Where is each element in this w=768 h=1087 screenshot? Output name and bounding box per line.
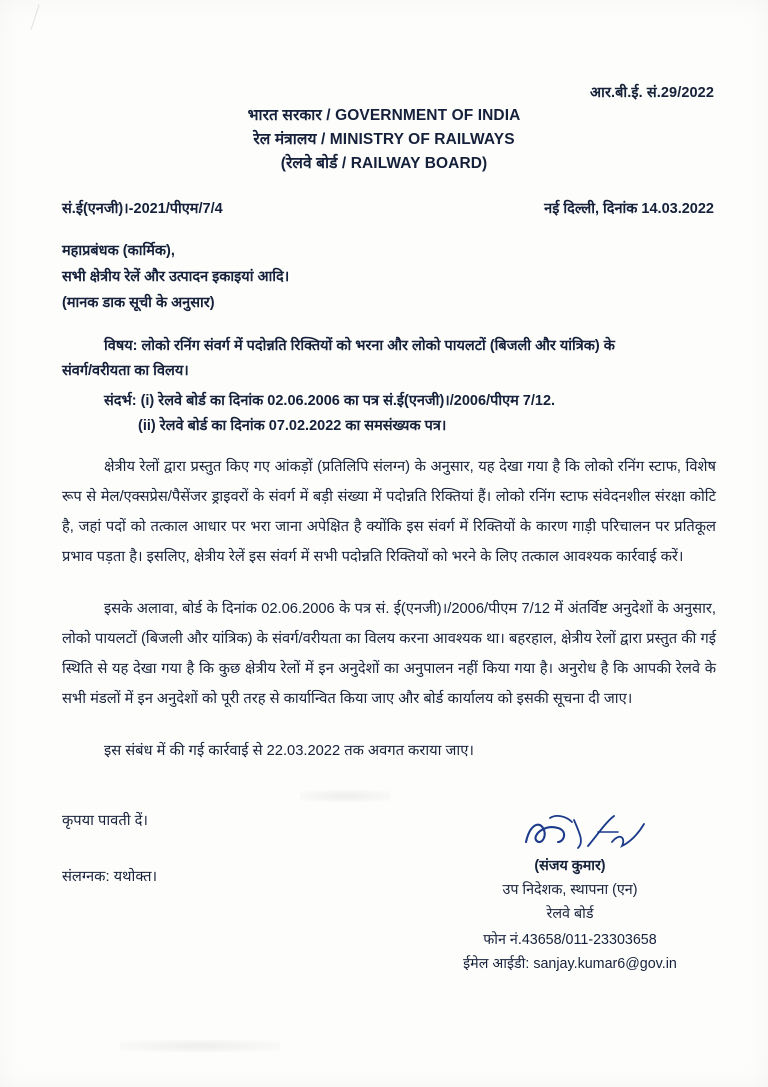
body-paragraph-1: क्षेत्रीय रेलों द्वारा प्रस्तुत किए गए आंकड़ों (प्रतिलिपि संलग्न) के अनुसार, यह देखा गया है कि लोको रनिंग स्टाफ, विशेष रूप से मेल/एक्सप्रेस/पैसेंजर ड्राइवरों के संवर्ग में बड़ी संख्या में पदोन्नति रिक्तियां हैं। लोको रनिंग स्टाफ संवेदनशील संरक्षा कोटि है, जहां पदों को तत्काल आधार पर भरा जाना अपेक्षित है क्योंकि इस संवर्ग में रिक्तियों के कारण गाड़ी परिचालन पर प्रतिकूल प्रभाव पड़ता है। इसलिए, क्षेत्रीय रेलें इस संवर्ग में सभी पदोन्नति रिक्तियों को भरने के लिए तत्काल आवश्यक कार्रवाई करें।: [62, 459, 716, 565]
addressee-line-3: (मानक डाक सूची के अनुसार): [62, 295, 215, 311]
place-and-date: नई दिल्ली, दिनांक 14.03.2022: [544, 201, 714, 217]
subject-label: विषय:: [104, 338, 138, 354]
email-label: ईमेल आईडी:: [463, 956, 530, 972]
signature-block: [430, 818, 710, 976]
closing-block: [62, 806, 157, 892]
subject-and-reference-block: [62, 334, 714, 439]
body-paragraph-2: इसके अलावा, बोर्ड के दिनांक 02.06.2006 के पत्र सं. ई(एनजी)।/2006/पीएम 7/12 में अंतर्विष्ट अनुदेशों के अनुसार, लोको पायलटों (बिजली और यांत्रिक) के संवर्ग/वरीयता का विलय करना आवश्यक था। बहरहाल, क्षेत्रीय रेलों द्वारा प्रस्तुत की गई स्थिति से यह देखा गया है कि कुछ क्षेत्रीय रेलों में इन अनुदेशों का अनुपालन नहीं किया गया है। अनुरोध है कि आपकी रेलवे के सभी मंडलों में इन अनुदेशों को पूरी तरह से कार्यान्वित किया जाए और बोर्ड कार्यालय को इसकी सूचना दी जाए।: [62, 601, 716, 707]
letter-body: [62, 452, 716, 766]
letterhead-line-board: (रेलवे बोर्ड / RAILWAY BOARD): [280, 155, 488, 172]
subject-text: लोको रनिंग संवर्ग में पदोन्नति रिक्तियों को भरना और लोको पायलटों (बिजली और यांत्रिक) के: [141, 338, 615, 354]
file-number: सं.ई(एनजी)।-2021/पीएम/7/4: [62, 201, 223, 217]
letterhead: [0, 104, 768, 176]
addressee-line-1: महाप्रबंधक (कार्मिक),: [62, 243, 175, 259]
letterhead-line-government: भारत सरकार / GOVERNMENT OF INDIA: [247, 107, 521, 124]
signatory-email-line: [430, 952, 710, 976]
addressee-block: [62, 238, 289, 316]
scan-smudge: [120, 1040, 280, 1052]
scan-smudge: [300, 790, 390, 802]
closing-line: कृपया पावती दें।: [62, 813, 148, 829]
reference-item-i: (i) रेलवे बोर्ड का दिनांक 02.06.2006 का पत्र सं.ई(एनजी)।/2006/पीएम 7/12.: [140, 393, 556, 409]
page-fold-mark: [31, 4, 65, 37]
addressee-line-2: सभी क्षेत्रीय रेलें और उत्पादन इकाइयां आदि।: [62, 269, 290, 285]
file-meta-row: [62, 198, 714, 218]
handwritten-signature: [430, 818, 710, 854]
body-paragraph-3: इस संबंध में की गई कार्रवाई से 22.03.2022 तक अवगत कराया जाए।: [104, 743, 474, 759]
subject-line: [62, 334, 714, 384]
signatory-phone: फोन नं.43658/011-23303658: [483, 932, 657, 948]
letterhead-line-ministry: रेल मंत्रालय / MINISTRY OF RAILWAYS: [253, 131, 515, 148]
signatory-office: रेलवे बोर्ड: [546, 906, 594, 922]
reference-item-ii: (ii) रेलवे बोर्ड का दिनांक 07.02.2022 का समसंख्यक पत्र।: [138, 418, 447, 434]
subject-text-continued: संवर्ग/वरीयता का विलय।: [62, 363, 189, 379]
signatory-designation: उप निदेशक, स्थापना (एन): [502, 882, 638, 898]
enclosure-line: संलग्नक: यथोक्त।: [62, 869, 158, 885]
reference-label: संदर्भ:: [104, 393, 137, 409]
signatory-name: (संजय कुमार): [534, 858, 606, 874]
reference-line-1: [62, 389, 714, 414]
email-address: sanjay.kumar6@gov.in: [533, 956, 677, 972]
rbe-reference-number: आर.बी.ई. सं.29/2022: [590, 85, 714, 101]
reference-lines: [62, 389, 714, 439]
